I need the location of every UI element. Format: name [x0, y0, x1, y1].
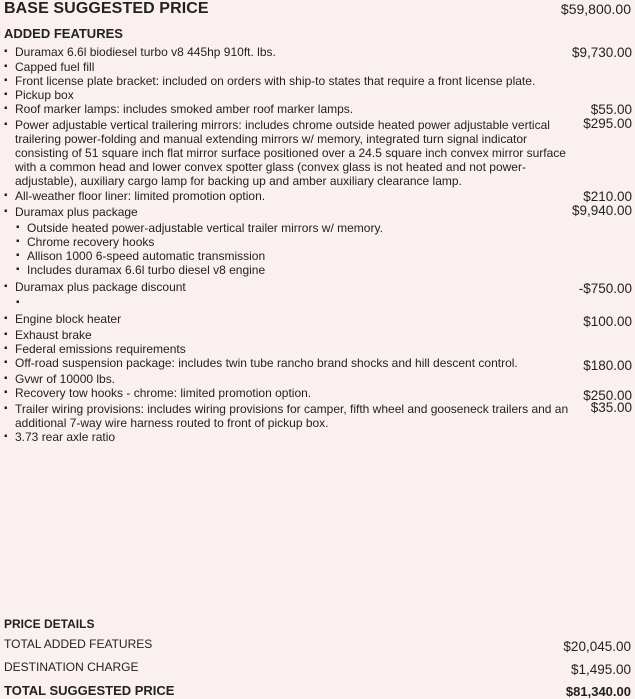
feature-price: $9,940.00 [571, 203, 632, 218]
feature-price: $295.00 [583, 116, 632, 131]
feature-item: ▪ Duramax plus package discount -$750.00 [4, 280, 632, 294]
feature-item: ▪ 3.73 rear axle ratio [4, 430, 632, 444]
base-price-title: BASE SUGGESTED PRICE [4, 0, 209, 17]
feature-item: ▪ All-weather floor liner: limited promotion option. $210.00 [4, 189, 632, 203]
feature-price: -$750.00 [578, 281, 632, 296]
feature-item: ▪ Power adjustable vertical trailering mirrors: includes chrome outside heated power adjustable vertical trailering power-folding and manual extending mirrors w/ memory, integrated turn signal indicator consisting of 51 square inch flat mirror surface positioned over a 24.5 square inch convex mirror surface with a common head and lower convex spotter glass (convex glass is not heated and not power-adjustable), auxiliary cargo lamp for backing up and amber auxiliary clearance lamp. $295.00 [4, 118, 632, 188]
feature-price: $35.00 [590, 400, 632, 415]
total-added-label: TOTAL ADDED FEATURES [4, 637, 153, 651]
destination-row [4, 660, 631, 677]
added-features-title: ADDED FEATURES [4, 26, 123, 41]
sub-item: ▪ Chrome recovery hooks [4, 235, 632, 249]
sub-item: ▪ Allison 1000 6-speed automatic transmission [4, 249, 632, 263]
price-details-title: PRICE DETAILS [4, 617, 95, 631]
feature-item: ▪ Recovery tow hooks - chrome: limited promotion option. $250.00 [4, 386, 632, 400]
destination-label: DESTINATION CHARGE [4, 660, 139, 674]
feature-item: ▪ Duramax 6.6l biodiesel turbo v8 445hp 910ft. lbs. $9,730.00 [4, 45, 632, 59]
feature-item: ▪ Trailer wiring provisions: includes wiring provisions for camper, fifth wheel and gooseneck trailers and an additional 7-way wire harness routed to front of pickup box. $35.00 [4, 402, 632, 430]
feature-item: ▪ Duramax plus package $9,940.00 [4, 205, 632, 219]
total-added-value: $20,045.00 [563, 639, 631, 654]
feature-price: $100.00 [583, 314, 632, 329]
total-added-row [4, 637, 631, 654]
total-label: TOTAL SUGGESTED PRICE [4, 683, 175, 698]
feature-price: $250.00 [583, 388, 632, 403]
feature-item: ▪ Off-road suspension package: includes twin tube rancho brand shocks and hill descent control. $180.00 [4, 356, 632, 370]
feature-item: ▪ Front license plate bracket: included on orders with ship-to states that require a front license plate. [4, 74, 632, 88]
sub-item-empty [4, 296, 632, 312]
total-value: $81,340.00 [565, 684, 631, 699]
feature-item: ▪ Capped fuel fill [4, 60, 632, 74]
features-list [4, 45, 632, 444]
duramax-sublist [4, 221, 632, 277]
feature-item: ▪ Pickup box [4, 88, 632, 102]
feature-item: ▪ Exhaust brake [4, 328, 632, 342]
feature-item: ▪ Engine block heater $100.00 [4, 312, 632, 326]
feature-item: ▪ Roof marker lamps: includes smoked amber roof marker lamps. $55.00 [4, 102, 632, 116]
base-price-value: $59,800.00 [560, 1, 631, 17]
feature-price: $210.00 [583, 189, 632, 204]
feature-price: $180.00 [583, 358, 632, 373]
sub-item: ▪ Outside heated power-adjustable vertical trailer mirrors w/ memory. [4, 221, 632, 235]
feature-price: $9,730.00 [571, 45, 632, 60]
sub-item: ▪ Includes duramax 6.6l turbo diesel v8 engine [4, 263, 632, 277]
destination-value: $1,495.00 [570, 662, 631, 677]
feature-item: ▪ Federal emissions requirements [4, 342, 632, 356]
feature-price: $55.00 [590, 102, 632, 117]
feature-item: ▪ Gvwr of 10000 lbs. [4, 372, 632, 386]
total-row [4, 683, 631, 698]
